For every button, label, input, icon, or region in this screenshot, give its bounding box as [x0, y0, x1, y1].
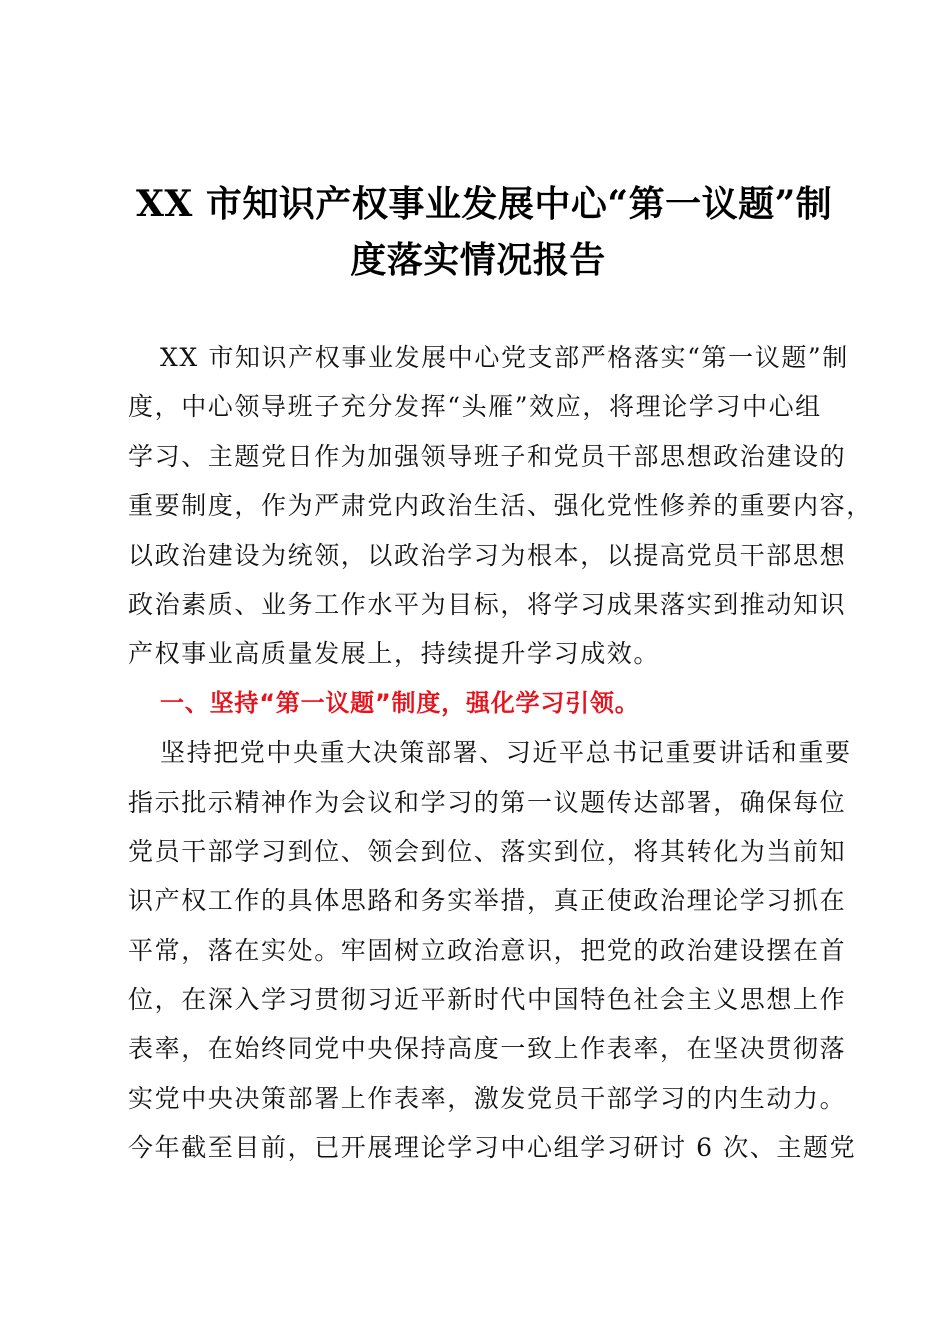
- paragraph-line: 表率，在始终同党中央保持高度一致上作表率，在坚决贯彻落: [128, 1034, 847, 1064]
- paragraph-line: 产权事业高质量发展上，持续提升学习成效。: [128, 639, 661, 669]
- document-title: [128, 176, 833, 288]
- section-heading: 一、坚持“第一议题”制度，强化学习引领。: [160, 688, 640, 717]
- paragraph-line: 政治素质、业务工作水平为目标，将学习成果落实到推动知识: [128, 589, 847, 619]
- title-line-1: XX 市知识产权事业发展中心“第一议题”制: [136, 183, 833, 225]
- paragraph-2: [128, 728, 857, 1173]
- paragraph-line: 实党中央决策部署上作表率，激发党员干部学习的内生动力。: [128, 1083, 847, 1113]
- paragraph-line: 党员干部学习到位、领会到位、落实到位，将其转化为当前知: [128, 836, 847, 866]
- paragraph-line: 坚持把党中央重大决策部署、习近平总书记重要讲话和重要: [160, 738, 852, 768]
- paragraph-1: [128, 333, 873, 679]
- paragraph-line: 位，在深入学习贯彻习近平新时代中国特色社会主义思想上作: [128, 985, 847, 1015]
- document-body: [128, 333, 873, 1173]
- paragraph-line: 今年截至目前，已开展理论学习中心组学习研讨 6 次、主题党: [128, 1133, 857, 1163]
- paragraph-line: 指示批示精神作为会议和学习的第一议题传达部署，确保每位: [128, 787, 847, 817]
- paragraph-line: 以政治建设为统领，以政治学习为根本，以提高党员干部思想: [128, 540, 847, 570]
- paragraph-line: 重要制度，作为严肃党内政治生活、强化党性修养的重要内容，: [128, 491, 873, 521]
- paragraph-line: XX 市知识产权事业发展中心党支部严格落实“第一议题”制: [160, 343, 849, 372]
- title-line-2: 度落实情况报告: [350, 239, 606, 281]
- paragraph-line: 度，中心领导班子充分发挥“头雁”效应，将理论学习中心组: [128, 392, 822, 422]
- paragraph-line: 识产权工作的具体思路和务实举措，真正使政治理论学习抓在: [128, 886, 847, 916]
- paragraph-line: 学习、主题党日作为加强领导班子和党员干部思想政治建设的: [128, 441, 847, 471]
- paragraph-line: 平常，落在实处。牢固树立政治意识，把党的政治建设摆在首: [128, 935, 847, 965]
